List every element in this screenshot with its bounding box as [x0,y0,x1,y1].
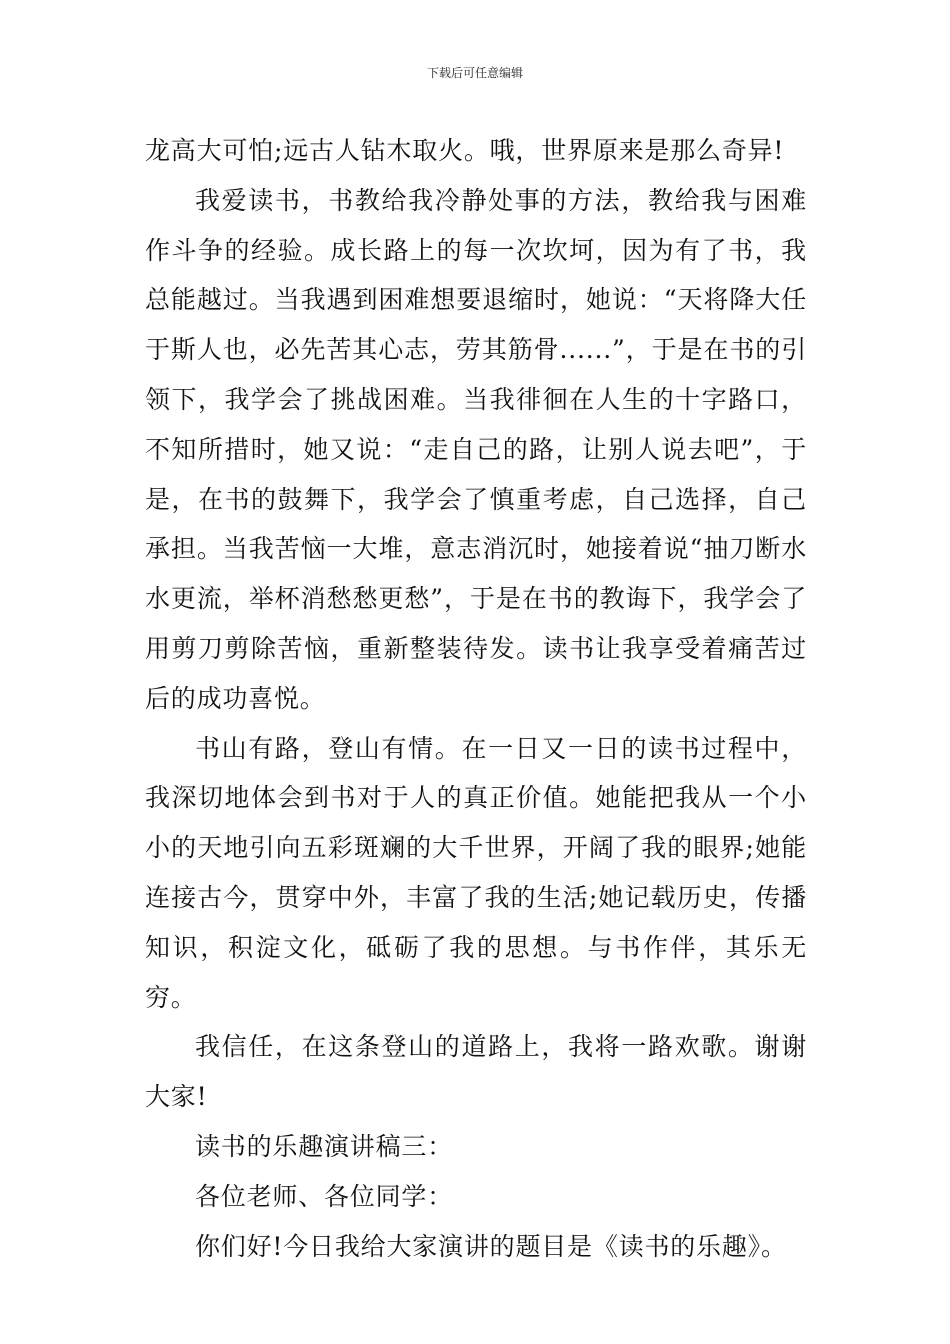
section-heading: 读书的乐趣演讲稿三： [195,1131,454,1161]
paragraph-4: 我信任，在这条登山的道路上，我将一路欢歌。谢谢大家! [145,1032,807,1112]
opening-line: 你们好!今日我给大家演讲的题目是《读书的乐趣》。 [195,1231,787,1261]
salutation: 各位老师、各位同学： [195,1181,454,1211]
paragraph-3: 书山有路，登山有情。在一日又一日的读书过程中，我深切地体会到书对于人的真正价值。她能把我从一个小小的天地引向五彩斑斓的大千世界，开阔了我的眼界;她能连接古今，贯穿中外，丰富了我的生活;她记载历史，传播知识，积淀文化，砥砺了我的思想。与书作伴，其乐无穷。 [145,733,807,1012]
document-body [145,126,807,1271]
paragraph-2: 我爱读书，书教给我冷静处事的方法，教给我与困难作斗争的经验。成长路上的每一次坎坷，因为有了书，我总能越过。当我遇到困难想要退缩时，她说：“天将降大任于斯人也，必先苦其心志，劳其筋骨......”，于是在书的引领下，我学会了挑战困难。当我徘徊在人生的十字路口，不知所措时，她又说：“走自己的路，让别人说去吧”，于是，在书的鼓舞下，我学会了慎重考虑，自己选择，自己承担。当我苦恼一大堆，意志消沉时，她接着说“抽刀断水水更流，举杯消愁愁更愁”，于是在书的教诲下，我学会了用剪刀剪除苦恼，重新整装待发。读书让我享受着痛苦过后的成功喜悦。 [145,185,807,713]
paragraph-1: 龙高大可怕;远古人钻木取火。哦，世界原来是那么奇异! [145,136,785,165]
page-header: 下载后可任意编辑 [426,66,523,80]
